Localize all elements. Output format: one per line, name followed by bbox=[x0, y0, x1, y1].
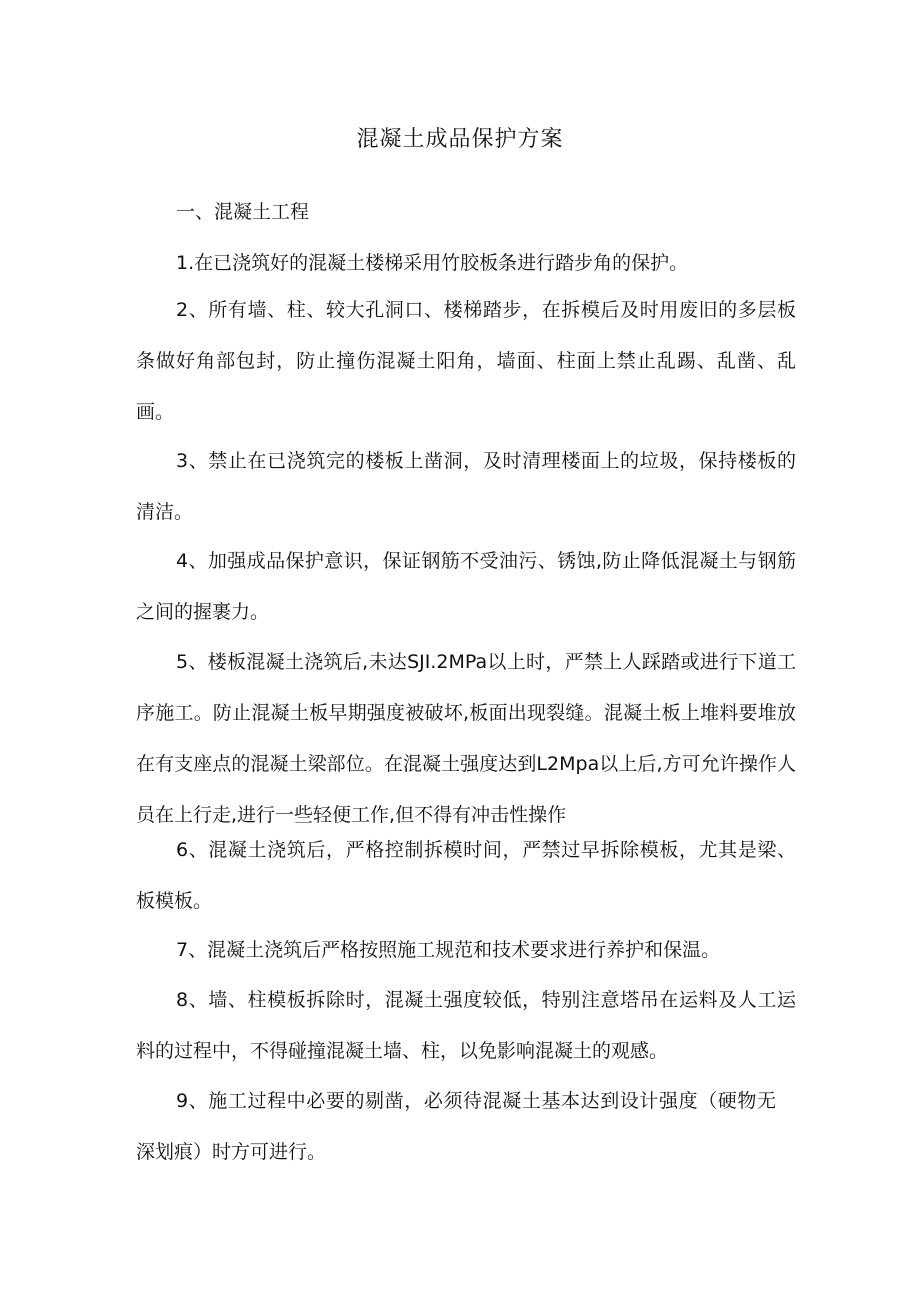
paragraph-2: 2、所有墙、柱、较大孔洞口、楼梯踏步，在拆模后及时用废旧的多层板条做好角部包封，防止撞伤混凝土阳角，墙面、柱面上禁止乱踢、乱凿、乱画。 bbox=[136, 299, 796, 423]
page-title: 混凝土成品保护方案 bbox=[356, 127, 564, 152]
paragraph-7: 7、混凝土浇筑后严格按照施工规范和技术要求进行养护和保温。 bbox=[176, 939, 721, 961]
section-heading: 一、混凝土工程 bbox=[176, 201, 310, 223]
paragraph-4: 4、加强成品保护意识，保证钢筋不受油污、锈蚀,防止降低混凝土与钢筋之间的握裹力。 bbox=[136, 550, 796, 623]
paragraph-6: 6、混凝土浇筑后，严格控制拆模时间，严禁过早拆除模板，尤其是梁、板模板。 bbox=[136, 839, 796, 912]
paragraph-3: 3、禁止在已浇筑完的楼板上凿洞，及时清理楼面上的垃圾，保持楼板的清洁。 bbox=[136, 450, 796, 523]
paragraph-8: 8、墙、柱模板拆除时，混凝土强度较低，特别注意塔吊在运料及人工运料的过程中，不得碰撞混凝土墙、柱，以免影响混凝土的观感。 bbox=[136, 989, 796, 1062]
paragraph-5: 5、楼板混凝土浇筑后,未达SJI.2MPa以上时，严禁上人踩踏或进行下道工序施工。防止混凝土板早期强度被破坏,板面出现裂缝。混凝土板上堆料要堆放在有支座点的混凝土梁部位。在混凝土强度达到L2Mpa以上后,方可允许操作人员在上行走,进行一些轻便工作,但不得有冲击性操作 bbox=[136, 651, 796, 826]
paragraph-1: 1.在已浇筑好的混凝土楼梯采用竹胶板条进行踏步角的保护。 bbox=[176, 252, 689, 274]
paragraph-9: 9、施工过程中必要的剔凿，必须待混凝土基本达到设计强度（硬物无深划痕）时方可进行。 bbox=[136, 1090, 776, 1163]
